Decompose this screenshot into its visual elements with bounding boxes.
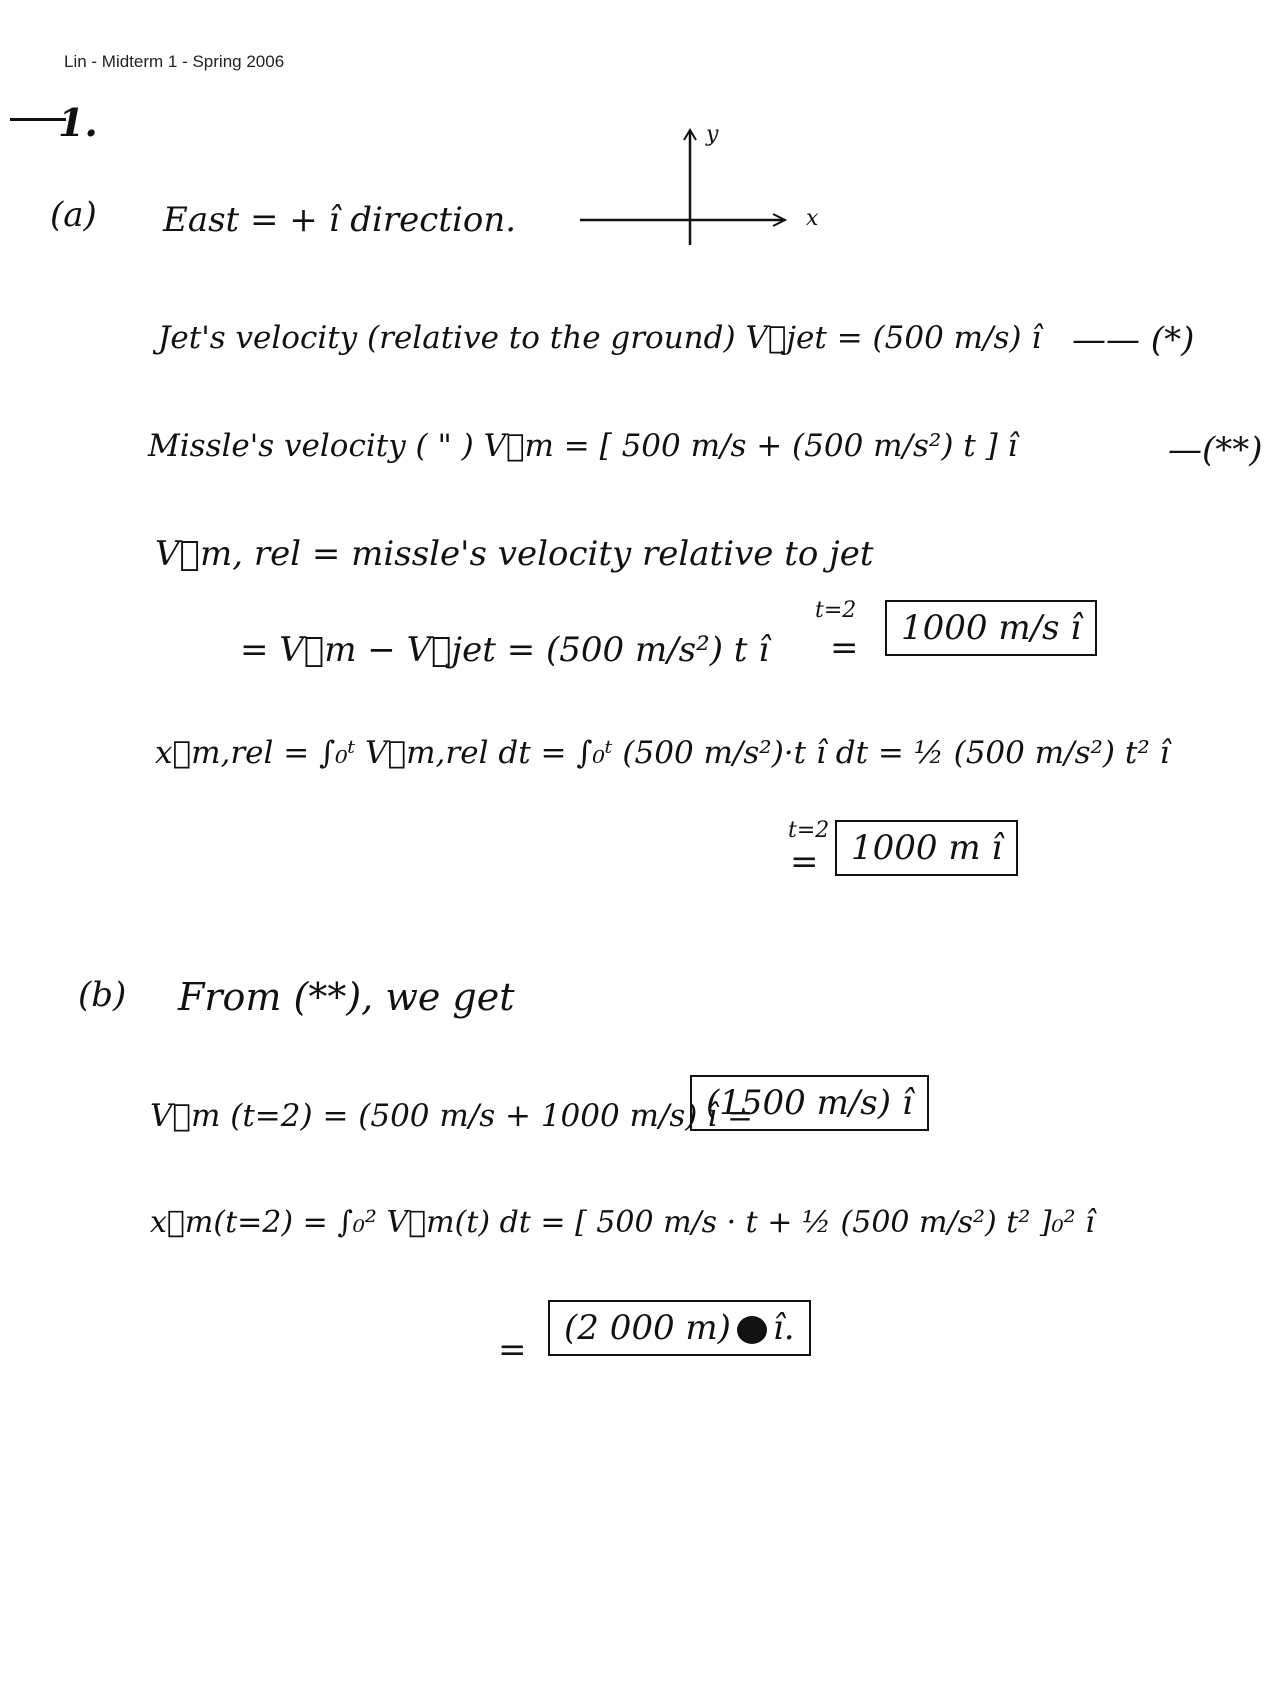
missile-position-answer-value: (2 000 m) — [564, 1308, 731, 1348]
relative-velocity-equals: = — [830, 628, 859, 668]
missile-equation-tag: —(**) — [1168, 430, 1263, 470]
missile-position-answer-box — [548, 1300, 811, 1356]
jet-velocity-line: Jet's velocity (relative to the ground) V⃗jet = (500 m/s) î — [158, 320, 1042, 356]
relative-velocity-t2-label: t=2 — [815, 598, 857, 623]
relative-position-equals: = — [790, 842, 819, 882]
jet-equation-tag: —— (*) — [1072, 320, 1195, 360]
from-equation-text: From (**), we get — [178, 975, 515, 1019]
axis-x-label: x — [806, 206, 819, 231]
relative-position-answer-box: 1000 m î — [835, 820, 1018, 876]
relative-position-equation: x⃗m,rel = ∫₀ᵗ V⃗m,rel dt = ∫₀ᵗ (500 m/s²)·t î dt = ½ (500 m/s²) t² î — [155, 735, 1170, 771]
problem-number: 1. — [58, 100, 98, 145]
part-a-label: (a) — [50, 195, 97, 235]
missile-velocity-t2-answer-box: (1500 m/s) î — [690, 1075, 929, 1131]
coordinate-axes — [570, 120, 810, 250]
relative-velocity-answer-box: 1000 m/s î — [885, 600, 1097, 656]
relative-velocity-equation: = V⃗m − V⃗jet = (500 m/s²) t î — [240, 630, 770, 670]
page-header: Lin - Midterm 1 - Spring 2006 — [64, 52, 285, 71]
east-direction-text: East = + î direction. — [163, 200, 517, 240]
missile-position-t2-equation: x⃗m(t=2) = ∫₀² V⃗m(t) dt = [ 500 m/s · t + ½ (500 m/s²) t² ]₀² î — [150, 1205, 1095, 1240]
part-b-label: (b) — [78, 975, 127, 1015]
scribble-mark — [737, 1316, 767, 1344]
relative-position-t2-label: t=2 — [788, 818, 830, 843]
missile-position-equals: = — [498, 1330, 527, 1370]
problem-dash — [10, 118, 66, 121]
axis-y-label: y — [706, 122, 719, 147]
missile-velocity-line: Missle's velocity ( " ) V⃗m = [ 500 m/s + (500 m/s²) t ] î — [148, 428, 1018, 464]
missile-position-answer-unit: î. — [772, 1308, 795, 1348]
relative-velocity-definition: V⃗m, rel = missle's velocity relative to jet — [155, 534, 874, 574]
missile-velocity-t2-equation: V⃗m (t=2) = (500 m/s + 1000 m/s) î = — [150, 1098, 754, 1134]
